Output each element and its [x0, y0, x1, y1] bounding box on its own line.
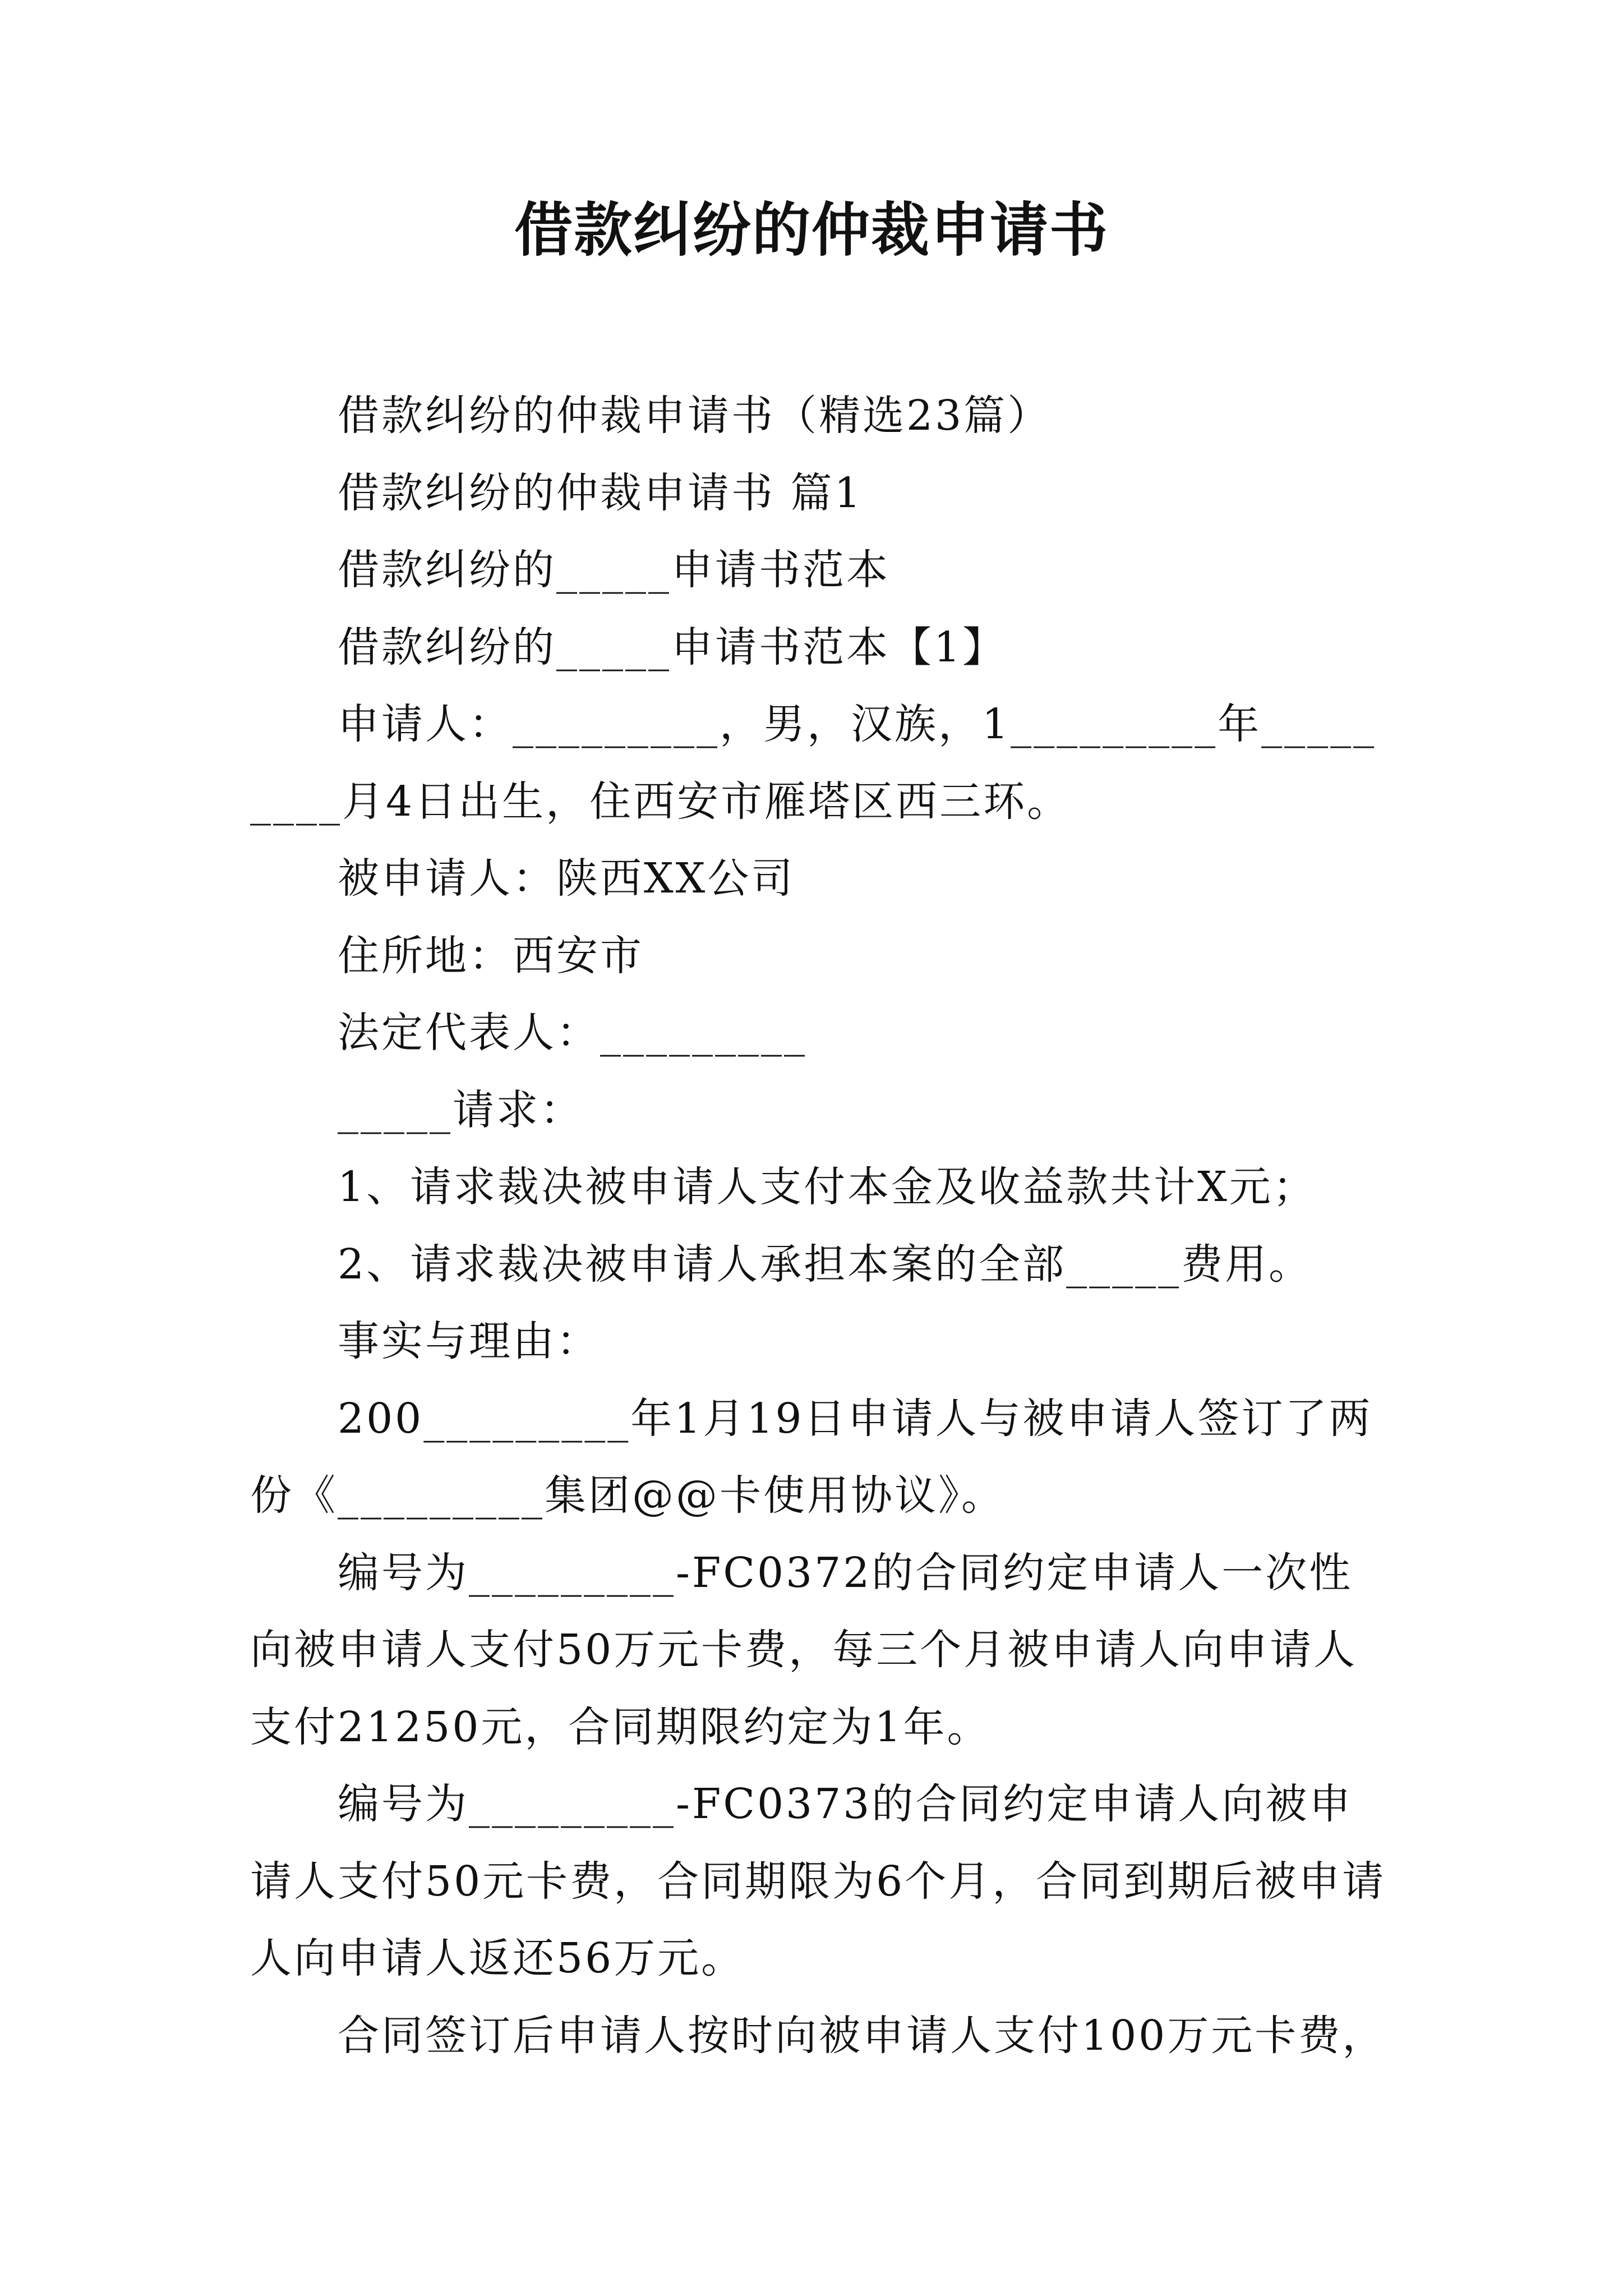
- request-item: 1、请求裁决被申请人支付本金及收益款共计X元；: [338, 1163, 1317, 1211]
- paragraph: 编号为_________-FC0372的合同约定申请人一次性向被申请人支付50万元卡费，每三个月被申请人向申请人支付21250元，合同期限约定为1年。: [250, 1548, 1358, 1751]
- document-body: [250, 378, 1394, 2074]
- address-paragraph: 住所地：西安市: [338, 931, 644, 980]
- facts-heading: 事实与理由：: [338, 1317, 600, 1365]
- paragraph: 编号为_________-FC0373的合同约定申请人向被申请人支付50元卡费，合同期限为6个月，合同到期后被申请人向申请人返还56万元。: [250, 1780, 1386, 1982]
- paragraph: 200_________年1月19日申请人与被申请人签订了两份《_________集团@@卡使用协议》。: [250, 1394, 1373, 1520]
- paragraph: 借款纠纷的_____申请书范本【1】: [338, 623, 1007, 671]
- applicant-paragraph: 申请人：_________，男，汉族，1_________年_________月4日出生，住西安市雁塔区西三环。: [250, 700, 1377, 826]
- request-item: 2、请求裁决被申请人承担本案的全部_____费用。: [338, 1240, 1313, 1289]
- subtitle-paragraph: 借款纠纷的仲裁申请书（精选23篇）: [338, 392, 1052, 440]
- paragraph: 借款纠纷的_____申请书范本: [338, 546, 890, 594]
- respondent-paragraph: 被申请人：陕西XX公司: [338, 854, 795, 903]
- document-title: 借款纠纷的仲裁申请书: [514, 196, 1109, 264]
- paragraph: 合同签订后申请人按时向被申请人支付100万元卡费，: [338, 2011, 1386, 2060]
- request-heading: _____请求：: [338, 1085, 584, 1134]
- section-heading: 借款纠纷的仲裁申请书 篇1: [338, 468, 863, 517]
- legal-rep-paragraph: 法定代表人：_________: [338, 1009, 807, 1057]
